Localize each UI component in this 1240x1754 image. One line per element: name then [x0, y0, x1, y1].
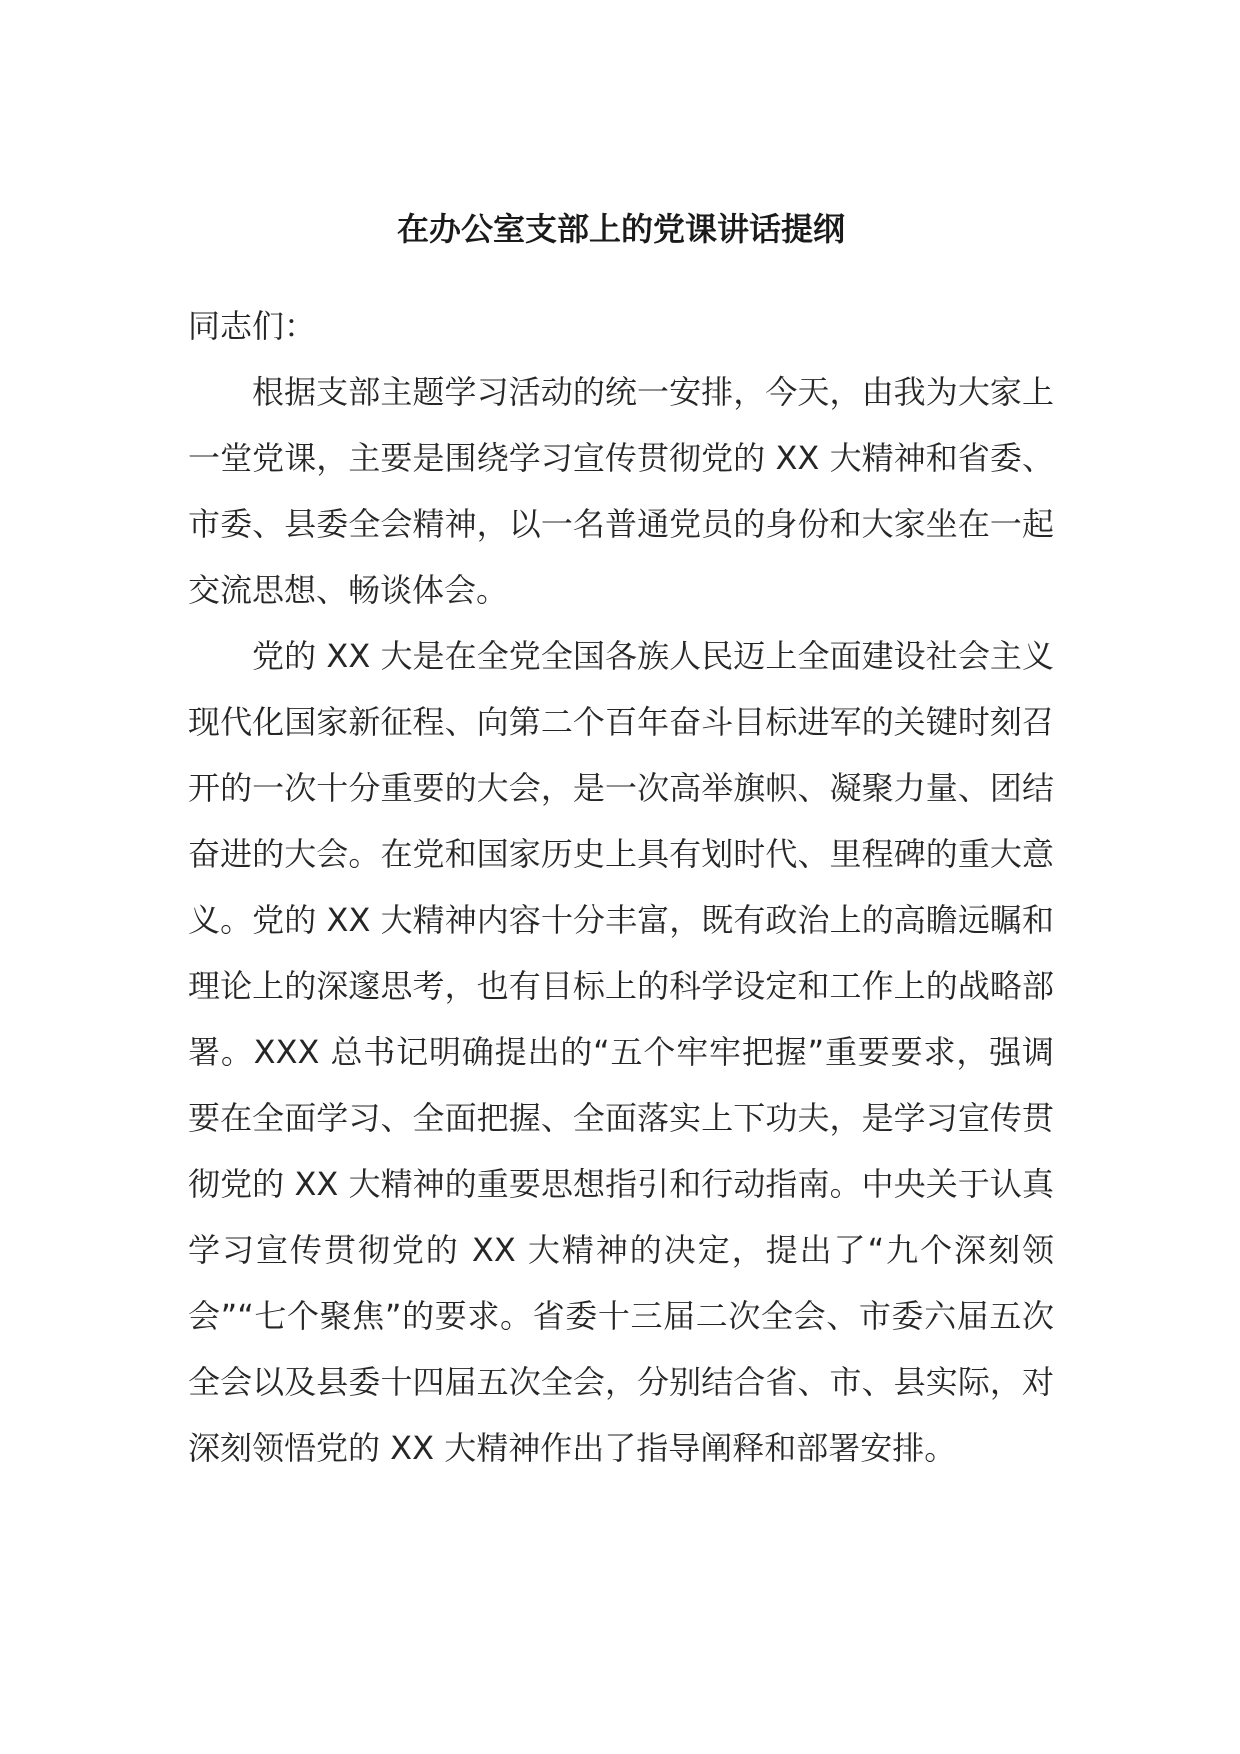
document-body — [188, 196, 1054, 1481]
paragraph-intro: 根据支部主题学习活动的统一安排，今天，由我为大家上一堂党课，主要是围绕学习宣传贯彻党的 XX 大精神和省委、市委、县委全会精神，以一名普通党员的身份和大家坐在一起交流思想、畅谈体会。 — [188, 373, 1054, 609]
paragraph-congress-significance: 党的 XX 大是在全党全国各族人民迈上全面建设社会主义现代化国家新征程、向第二个百年奋斗目标进军的关键时刻召开的一次十分重要的大会，是一次高举旗帜、凝聚力量、团结奋进的大会。在党和国家历史上具有划时代、里程碑的重大意义。党的 XX 大精神内容十分丰富，既有政治上的高瞻远瞩和理论上的深邃思考，也有目标上的科学设定和工作上的战略部署。XXX 总书记明确提出的“五个牢牢把握”重要要求，强调要在全面学习、全面把握、全面落实上下功夫，是学习宣传贯彻党的 XX 大精神的重要思想指引和行动指南。中央关于认真学习宣传贯彻党的 XX 大精神的决定，提出了“九个深刻领会”“七个聚焦”的要求。省委十三届二次全会、市委六届五次全会以及县委十四届五次全会，分别结合省、市、县实际，对深刻领悟党的 XX 大精神作出了指导阐释和部署安排。 — [188, 637, 1054, 1467]
salutation: 同志们： — [188, 307, 317, 345]
document-title: 在办公室支部上的党课讲话提纲 — [396, 210, 845, 248]
